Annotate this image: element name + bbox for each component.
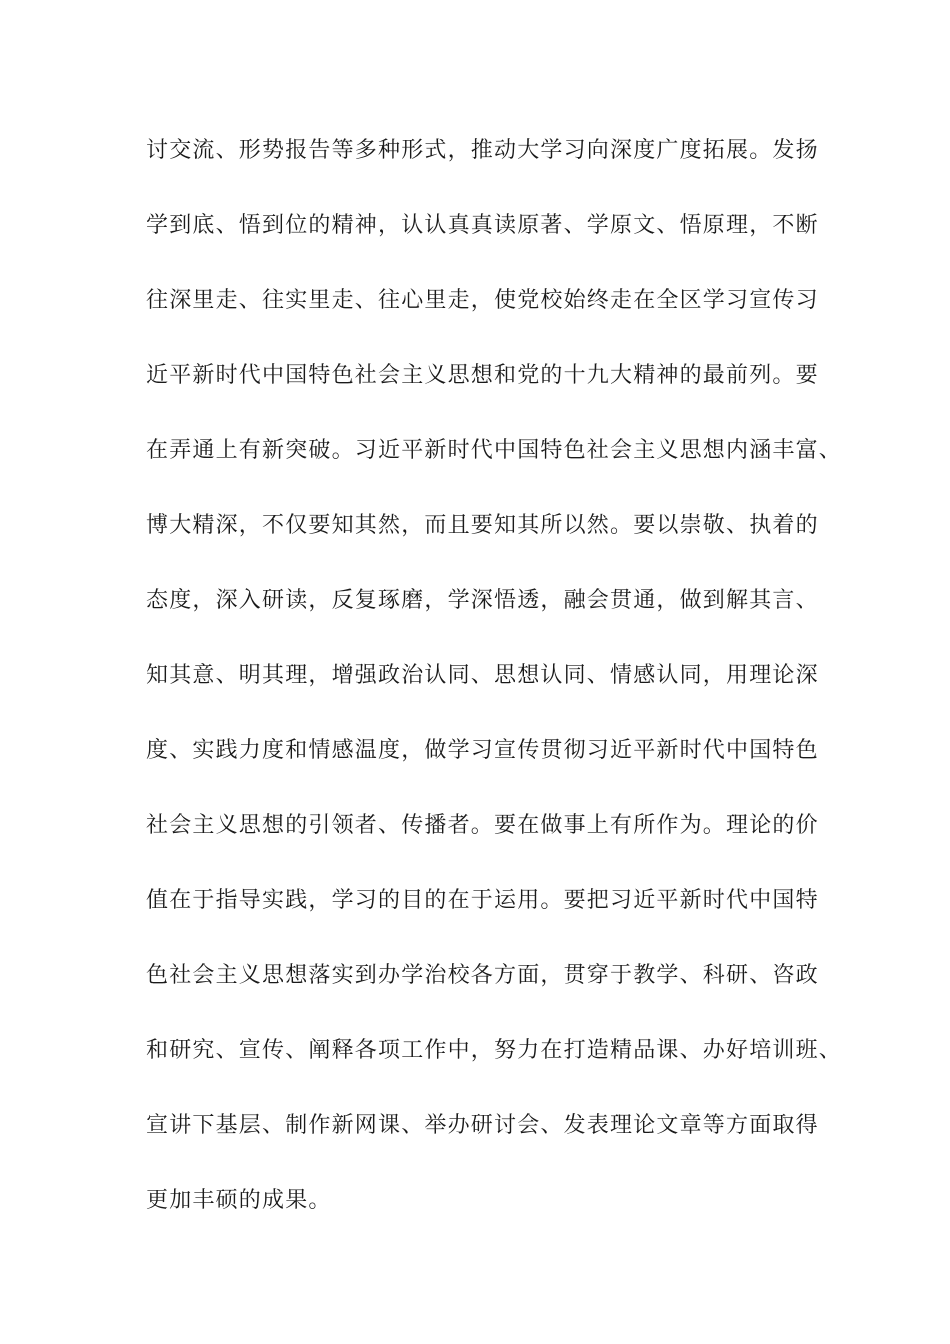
body-text bbox=[146, 131, 843, 1256]
text-line: 往深里走、往实里走、往心里走，使党校始终走在全区学习宣传习 bbox=[146, 288, 819, 313]
text-line: 度、实践力度和情感温度，做学习宣传贯彻习近平新时代中国特色 bbox=[146, 738, 819, 763]
text-line: 态度，深入研读，反复琢磨，学深悟透，融会贯通，做到解其言、 bbox=[146, 588, 819, 613]
text-line: 更加丰硕的成果。 bbox=[146, 1188, 332, 1213]
text-line: 在弄通上有新突破。习近平新时代中国特色社会主义思想内涵丰富、 bbox=[146, 438, 843, 463]
text-line: 和研究、宣传、阐释各项工作中，努力在打造精品课、办好培训班、 bbox=[146, 1038, 843, 1063]
text-line: 色社会主义思想落实到办学治校各方面，贯穿于教学、科研、咨政 bbox=[146, 963, 819, 988]
text-line: 值在于指导实践，学习的目的在于运用。要把习近平新时代中国特 bbox=[146, 888, 819, 913]
text-line: 知其意、明其理，增强政治认同、思想认同、情感认同，用理论深 bbox=[146, 663, 819, 688]
text-line: 学到底、悟到位的精神，认认真真读原著、学原文、悟原理，不断 bbox=[146, 213, 819, 238]
text-line: 讨交流、形势报告等多种形式，推动大学习向深度广度拓展。发扬 bbox=[146, 138, 819, 163]
text-line: 社会主义思想的引领者、传播者。要在做事上有所作为。理论的价 bbox=[146, 813, 819, 838]
text-line: 博大精深，不仅要知其然，而且要知其所以然。要以崇敬、执着的 bbox=[146, 513, 819, 538]
text-line: 宣讲下基层、制作新网课、举办研讨会、发表理论文章等方面取得 bbox=[146, 1113, 819, 1138]
text-line: 近平新时代中国特色社会主义思想和党的十九大精神的最前列。要 bbox=[146, 363, 819, 388]
